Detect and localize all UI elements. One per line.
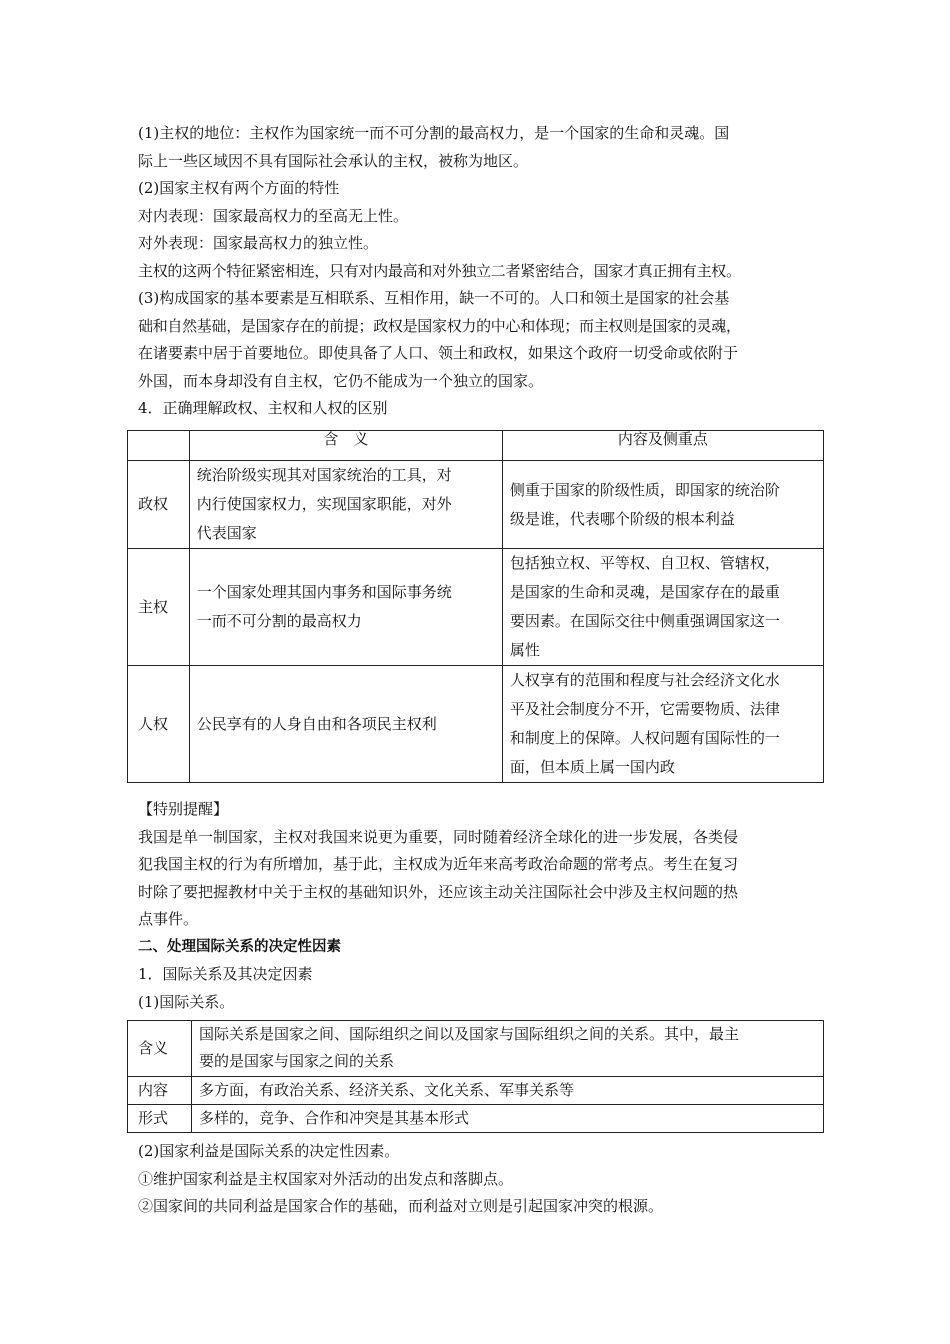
cell-line: 一而不可分割的最高权力 xyxy=(196,612,362,630)
cell-line: 公民享有的人身自由和各项民主权利 xyxy=(196,714,437,733)
section-sovereignty xyxy=(138,120,828,423)
row-name: 人权 xyxy=(128,666,190,783)
row-key: 含义 xyxy=(128,1021,192,1077)
row-key: 内容 xyxy=(128,1077,192,1105)
text-line: (1)主权的地位：主权作为国家统一而不可分割的最高权力，是一个国家的生命和灵魂。国 xyxy=(138,124,730,142)
cell-line: 多方面，有政治关系、经济关系、文化关系、军事关系等 xyxy=(199,1081,575,1099)
section-international-relations xyxy=(138,796,828,1016)
text-line: ②国家间的共同利益是国家合作的基础，而利益对立则是引起国家冲突的根源。 xyxy=(138,1197,664,1215)
row-value xyxy=(192,1021,824,1077)
text-line: 础和自然基础，是国家存在的前提；政权是国家权力的中心和体现；而主权则是国家的灵魂， xyxy=(138,316,741,335)
text-line: 主权的这两个特征紧密相连，只有对内最高和对外独立二者紧密结合，国家才真正拥有主权。 xyxy=(138,261,741,280)
text-line: 时除了要把握教材中关于主权的基础知识外，还应该主动关注国际社会中涉及主权问题的热 xyxy=(138,882,739,901)
table-row xyxy=(128,549,824,666)
section-national-interest xyxy=(138,1138,828,1221)
text-line: (2)国家主权有两个方面的特性 xyxy=(138,179,340,197)
cell-line: 级是谁，代表哪个阶级的根本利益 xyxy=(509,509,735,528)
cell-line: 多样的，竞争、合作和冲突是其基本形式 xyxy=(199,1109,470,1127)
subheading: 1．国际关系及其决定因素 xyxy=(138,965,313,983)
relations-table xyxy=(127,1020,824,1133)
row-name: 政权 xyxy=(128,461,190,549)
text-line: 对内表现：国家最高权力的至高无上性。 xyxy=(138,206,409,225)
table-header-row xyxy=(128,431,824,461)
row-key: 形式 xyxy=(128,1105,192,1133)
cell-line: 包括独立权、平等权、自卫权、管辖权， xyxy=(509,554,780,572)
table-row xyxy=(128,1105,824,1133)
cell-line: 要的是国家与国家之间的关系 xyxy=(199,1052,395,1070)
comparison-table xyxy=(127,430,824,783)
text-line: (3)构成国家的基本要素是互相联系、互相作用，缺一不可的。人口和领土是国家的社会基 xyxy=(138,289,730,307)
row-name: 主权 xyxy=(128,549,190,666)
table-row xyxy=(128,666,824,783)
text-line: 点事件。 xyxy=(138,910,199,928)
table-header-cell xyxy=(128,431,190,461)
table-header-cell: 内容及侧重点 xyxy=(502,431,823,461)
row-meaning xyxy=(189,549,502,666)
table-row xyxy=(128,1077,824,1105)
subheading: (1)国际关系。 xyxy=(138,992,235,1011)
text-line: 我国是单一制国家，主权对我国来说更为重要，同时随着经济全球化的进一步发展，各类侵 xyxy=(138,827,739,846)
cell-line: 代表国家 xyxy=(196,524,257,542)
reminder-title: 【特别提醒】 xyxy=(138,800,229,818)
cell-line: 面，但本质上属一国内政 xyxy=(509,758,675,776)
text-line: 在诸要素中居于首要地位。即使具备了人口、领土和政权，如果这个政府一切受命或依附于 xyxy=(138,344,739,362)
cell-line: 侧重于国家的阶级性质，即国家的统治阶 xyxy=(509,480,780,499)
table-row xyxy=(128,1021,824,1077)
text-line: 4．正确理解政权、主权和人权的区别 xyxy=(138,399,388,417)
row-value xyxy=(192,1077,824,1105)
text-line: 际上一些区域因不具有国际社会承认的主权，被称为地区。 xyxy=(138,151,529,170)
section-heading: 二、处理国际关系的决定性因素 xyxy=(138,938,341,955)
row-focus xyxy=(502,461,823,549)
cell-line: 和制度上的保障。人权问题有国际性的一 xyxy=(509,729,780,747)
row-meaning xyxy=(189,666,502,783)
table-header-cell: 含 义 xyxy=(189,431,502,461)
cell-line: 要因素。在国际交往中侧重强调国家这一 xyxy=(509,612,780,630)
row-value xyxy=(192,1105,824,1133)
cell-line: 人权享有的范围和程度与社会经济文化水 xyxy=(509,671,780,689)
text-line: 犯我国主权的行为有所增加，基于此，主权成为近年来高考政治命题的常考点。考生在复习 xyxy=(138,855,739,873)
cell-line: 统治阶级实现其对国家统治的工具，对 xyxy=(196,466,452,484)
row-meaning xyxy=(189,461,502,549)
cell-line: 内行使国家权力，实现国家职能，对外 xyxy=(196,495,452,513)
cell-line: 国际关系是国家之间、国际组织之间以及国家与国际组织之间的关系。其中，最主 xyxy=(199,1025,740,1043)
table-row xyxy=(128,461,824,549)
cell-line: 属性 xyxy=(509,641,540,659)
cell-line: 一个国家处理其国内事务和国际事务统 xyxy=(196,583,452,601)
cell-line: 是国家的生命和灵魂，是国家存在的最重 xyxy=(509,583,780,601)
cell-line: 平及社会制度分不开，它需要物质、法律 xyxy=(509,700,780,718)
text-line: 对外表现：国家最高权力的独立性。 xyxy=(138,234,379,252)
row-focus xyxy=(502,549,823,666)
row-focus xyxy=(502,666,823,783)
text-line: ①维护国家利益是主权国家对外活动的出发点和落脚点。 xyxy=(138,1169,514,1188)
text-line: 外国，而本身却没有自主权，它仍不能成为一个独立的国家。 xyxy=(138,371,544,390)
text-line: (2)国家利益是国际关系的决定性因素。 xyxy=(138,1142,400,1160)
